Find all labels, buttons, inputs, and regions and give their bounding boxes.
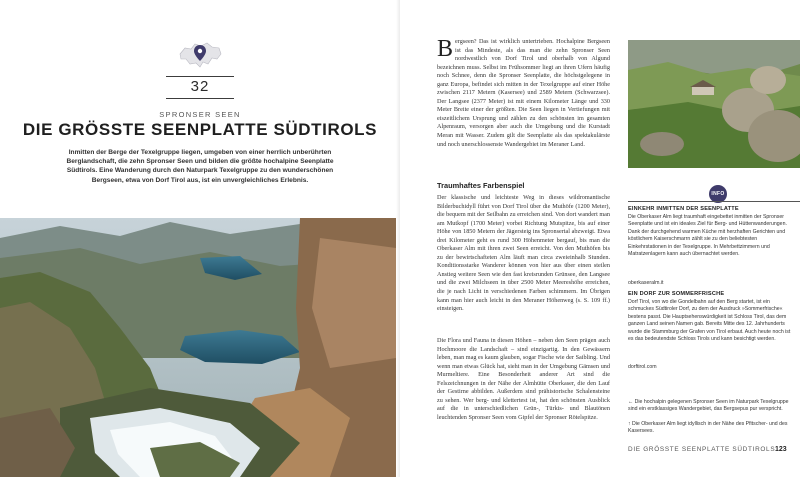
info-heading-dorf: EIN DORF ZUR SOMMERFRISCHE	[628, 291, 725, 297]
south-tyrol-map-icon	[176, 40, 224, 70]
info-text-einkehr: Die Oberkaser Alm liegt traumhaft eingebettet inmitten der Spronser Seenplatte und ist ein ideales Ziel für Berg- und Hüttenwanderungen. Dank der durchgehend warmen Küche mit herzhaften Gerichten und köstlichem Kaiserschmarrn zählt sie zu den beliebtesten Einkehrstationen in der Texelgruppe. In Mehrbettzimmern und Matratzenlagern kann auch übernachtet werden.	[628, 214, 787, 258]
section-subheading: Traumhaftes Farbenspiel	[437, 181, 525, 190]
lead-paragraph-text	[437, 38, 610, 149]
info-text-dorf: Dorf Tirol, von wo die Gondelbahn auf den Berg startet, ist ein schmuckes Südtiroler Dorf, zu dem der Ausdruck »Sommerfrische« bestens passt. Die Hauptsehenswürdigkeit ist Schloss Tirol, das dem ganzen Land seinen Namen gab. Bereits Mitte des 12. Jahrhunderts wurde die Stammburg der Grafen von Tirol erbaut. Auch heute noch ist es das bedeutendste Schloss Tirols und kann besichtigt werden.	[628, 299, 791, 343]
chapter-rule-bottom	[166, 98, 234, 99]
info-heading-einkehr: EINKEHR INMITTEN DER SEENPLATTE	[628, 206, 739, 212]
body-paragraph-route: Der klassische und leichteste Weg in dieses wildromantische Bilderbuchidyll führt von Dorf Tirol über die Muthöfe (1200 Meter), die bequem mit der Seilbahn zu erreichen sind. Von dort wandert man am Mutkopf (1700 Meter) vorbei Richtung Mutspitze, bis auf einer Höhe von 1850 Metern der Jägersteig ins Spronsertal abzweigt. Etwa drei Kilometer geht es rund 300 Höhenmeter bergauf, bis man die Oberkaser Alm mit ihren zwei Seen erreicht. Von den Muthöfen bis zu der bewirtschafteten Alm läuft man circa zweieinhalb Stunden. Konditionsstarke Wanderer können von hier aus über einen steilen Anstieg weitere Seen wie den fast kreisrunden Grünsee, den Langsee und die zwei Milchseen in über 2500 Meter Meereshöhe erreichen, die je nach Licht in verschiedenen Farben schimmern. Im Übrigen kann man hier auch leicht in den Meraner Höhenweg (s. S. 109 ff.) einsteigen.	[437, 194, 610, 313]
chapter-rule-top	[166, 76, 234, 77]
info-link-oberkaseralm[interactable]: oberkaseralm.it	[628, 280, 664, 286]
info-rule	[628, 201, 800, 202]
page-number: 123	[775, 446, 787, 453]
caption-alm: ↑ Die Oberkaser Alm liegt idyllisch in der Nähe des Pfitscher- und des Kasersees.	[628, 421, 788, 435]
chapter-title: DIE GRÖSSTE SEENPLATTE SÜDTIROLS	[22, 120, 378, 139]
caption-lakes: ← Die hochalpin gelegenen Spronser Seen im Naturpark Texelgruppe sind ein erstklassiges Wandergebiet, das Bergsepus pur verspricht.	[628, 399, 789, 413]
info-link-dorftirol[interactable]: dorftirol.com	[628, 364, 657, 370]
spronser-lakes-photo	[0, 218, 396, 477]
chapter-number: 32	[190, 78, 210, 95]
intro-paragraph: Inmitten der Berge der Texelgruppe liegen, umgeben von einer herrlich unberührten Berglandschaft, die zehn Spronser Seen und bilden die größte hochalpine Seenplatte Südtirols. Eine Wanderung durch den Naturpark Texelgruppe zu den wunderschönen Bergseen, etwa von Dorf Tirol aus, ist ein unvergleichliches Erlebnis.	[66, 149, 334, 184]
chapter-kicker: SPRONSER SEEN	[159, 110, 241, 119]
lead-paragraph-body: ergseen? Das ist wirklich untertrieben. Hochalpine Bergseen ist das Mindeste, als das man die zehn Spronser Seen nordwestlich von Dorf Tirol und oberhalb von Algund bezeichnen muss. Selbst im Frühsommer liegt an ihren Ufern häufig noch Schnee, denn die Spronser Seenplatte, die höchstgelegene in ganz Europa, befindet sich mitten in der Texelgruppe auf einer Höhe zwischen 2117 Metern (Kasersee) und 2589 Metern (Schwarzsee). Der Langsee (2377 Meter) ist mit einem Kilometer Länge und 330 Meter Breite einer der größten. Die Seen liegen in Vertiefungen mit eiszeitlichem Ursprung und zählen zu den schönsten im gesamten Alpenraum, versorgen aber auch die Umgebung und die Kurstadt Meran mit Wasser. Zudem gilt die Seenplatte als das spektakulärste und noch unerschlossenste Wandergebiet im Meraner Land.	[437, 38, 610, 148]
running-head: DIE GRÖSSTE SEENPLATTE SÜDTIROLS	[628, 446, 776, 453]
oberkaser-alm-photo	[628, 40, 800, 168]
body-paragraph-flora: Die Flora und Fauna in diesen Höhen – neben den Seen prägen auch Hochmoore die Landschaft – sind einzigartig. In den Gewässern leben, man mag es kaum glauben, sogar Fische wie der Saibling. Und wenn man etwas Glück hat, sieht man in der Umgebung Gämsen und Murmeltiere. Eine Besonderheit anderer Art sind die Felszeichnungen in der Nähe der Almhütte Oberkaser, die den Lauf der Gestirne abbilden. Außerdem sind prähistorische Schalensteine zu sehen. Wer berg- und klettertest ist, hat den schönsten Ausblick auf die in unterschiedlichen Grün-, Türkis- und Blautönen leuchtenden Spronser Seen vom Gipfel der Spronser Rötelspitze.	[437, 337, 610, 421]
lead-paragraph	[437, 38, 610, 149]
info-badge: INFO	[709, 185, 727, 203]
drop-cap: B	[437, 36, 454, 62]
